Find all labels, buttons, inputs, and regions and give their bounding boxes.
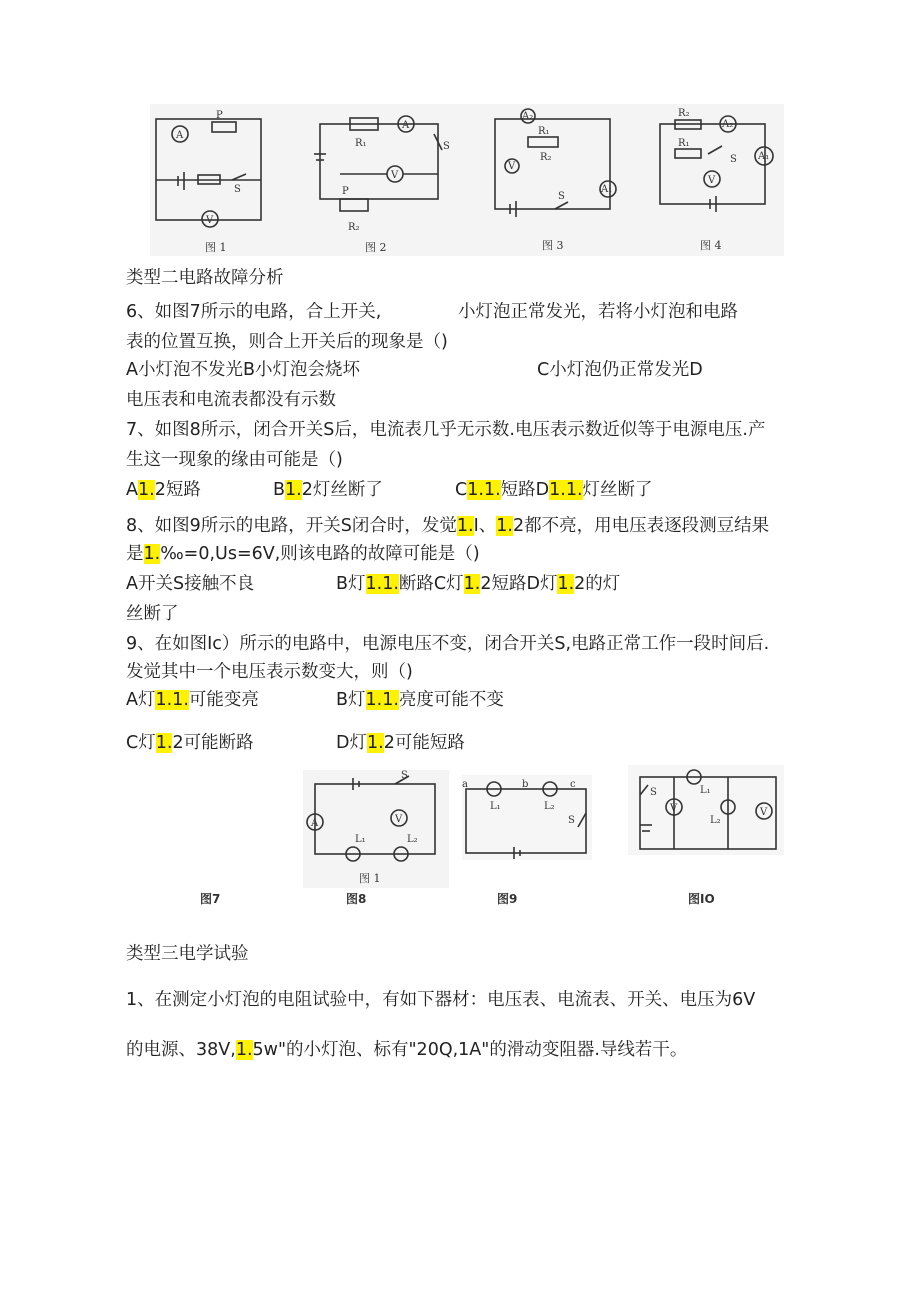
svg-text:L₂: L₂ [407,834,418,845]
svg-text:图 2: 图 2 [365,241,387,254]
svg-text:R₁: R₁ [538,126,550,137]
question-8-option-d-text: 丝断了 [126,604,179,624]
question-7-option-a: A1.2短路 [126,480,201,500]
svg-text:b: b [522,779,529,790]
question-7-line-1: 7、如图8所示，闭合开关S后，电流表几乎无示数.电压表示数近似等于电源电压.产 [126,420,766,440]
question-9-line-2: 发觉其中一个电压表示数变大，则（) [126,662,413,682]
question-8-options-bcd: B灯1.1.断路C灯1.2短路D灯1.2的灯 [336,574,621,594]
question-9-option-b: B灯1.1.亮度可能不变 [336,690,504,710]
question-6-line-1a: 6、如图7所示的电路，合上开关, [126,302,382,322]
svg-text:图 1: 图 1 [359,872,381,885]
figure-9-caption: 图9 [497,892,518,906]
svg-text:V: V [760,807,768,818]
svg-text:R₂: R₂ [348,222,360,233]
figure-8-caption: 图8 [346,892,367,906]
figure-3-circuit [495,109,616,217]
figure-8-circuit [303,770,449,888]
svg-text:V: V [708,175,716,186]
svg-text:S: S [568,815,575,826]
svg-text:L₂: L₂ [544,801,555,812]
svg-text:图 1: 图 1 [205,241,227,254]
svg-text:A: A [311,818,319,829]
top-circuit-diagrams [150,104,784,256]
question-6-options-ab: A小灯泡不发光B小灯泡会烧坏 [126,360,360,380]
svg-text:L₁: L₁ [700,785,711,796]
svg-text:S: S [234,184,241,195]
svg-text:L₁: L₁ [355,834,366,845]
section-heading-electrical-experiments: 类型三电学试验 [126,944,249,964]
figure-10-caption: 图IO [688,892,715,906]
question-9-option-c: C灯1.2可能断路 [126,733,254,753]
question-6-option-d-text: 电压表和电流表都没有示数 [126,390,336,410]
question-6-line-1b: 小灯泡正常发光，若将小灯泡和电路 [458,302,738,322]
svg-text:L₁: L₁ [490,801,501,812]
svg-text:R₁: R₁ [355,138,367,149]
svg-text:V: V [395,814,403,825]
svg-text:A₁: A₁ [601,184,613,195]
figure-4-circuit [660,108,773,212]
svg-text:V: V [670,803,678,814]
question-9-line-1: 9、在如图Ic）所示的电路中，电源电压不变，闭合开关S,电路正常工作一段时间后. [126,634,770,654]
svg-text:a: a [462,779,468,790]
question-7-line-2: 生这一现象的缘由可能是（) [126,450,343,470]
section-heading-fault-analysis: 类型二电路故障分析 [126,268,284,288]
svg-text:P: P [342,186,349,197]
svg-text:R₂: R₂ [540,152,552,163]
section-3-question-1-line-1: 1、在测定小灯泡的电阻试验中，有如下器材：电压表、电流表、开关、电压为6V [126,990,756,1010]
question-9-option-a: A灯1.1.可能变亮 [126,690,259,710]
svg-text:A₂: A₂ [722,119,734,130]
question-8-option-a: A开关S接触不良 [126,574,255,594]
top-figure-strip [150,104,784,256]
svg-text:A: A [402,120,410,131]
svg-text:V: V [391,170,399,181]
svg-text:R₂: R₂ [678,108,690,119]
figure-2-circuit [314,116,450,233]
svg-text:R₁: R₁ [678,138,690,149]
svg-text:V: V [508,161,516,172]
figure-10-circuit [628,765,784,855]
question-7-options-cd: C1.1.短路D1.1.灯丝断了 [455,480,653,500]
svg-text:S: S [650,787,657,798]
svg-text:S: S [401,770,408,781]
svg-text:A₁: A₁ [758,151,770,162]
svg-text:P: P [216,110,223,121]
question-7-option-b: B1.2灯丝断了 [273,480,383,500]
question-9-option-d: D灯1.2可能短路 [336,733,465,753]
question-6-options-cd: C小灯泡仍正常发光D [537,360,703,380]
svg-text:图 3: 图 3 [542,239,564,252]
section-3-question-1-line-2: 的电源、38V,1.5w"的小灯泡、标有"20Q,1A"的滑动变阻器.导线若干。 [126,1040,688,1060]
svg-text:A₂: A₂ [522,111,534,122]
svg-text:S: S [558,191,565,202]
svg-text:图 4: 图 4 [700,239,722,252]
svg-text:V: V [206,215,214,226]
question-8-line-1: 8、如图9所示的电路，开关S闭合时，发觉1.I、1.2都不亮，用电压表逐段测豆结果 [126,516,770,536]
figure-9-circuit [462,775,592,860]
svg-text:c: c [570,779,576,790]
svg-text:L₂: L₂ [710,815,721,826]
svg-text:A: A [176,130,184,141]
svg-text:S: S [730,154,737,165]
question-8-line-2: 是1.‰=0,Us=6V,则该电路的故障可能是（) [126,544,480,564]
figure-1-circuit [156,110,261,227]
question-6-line-2: 表的位置互换，则合上开关后的现象是（) [126,332,448,352]
svg-text:S: S [443,141,450,152]
figure-7-caption: 图7 [200,892,221,906]
